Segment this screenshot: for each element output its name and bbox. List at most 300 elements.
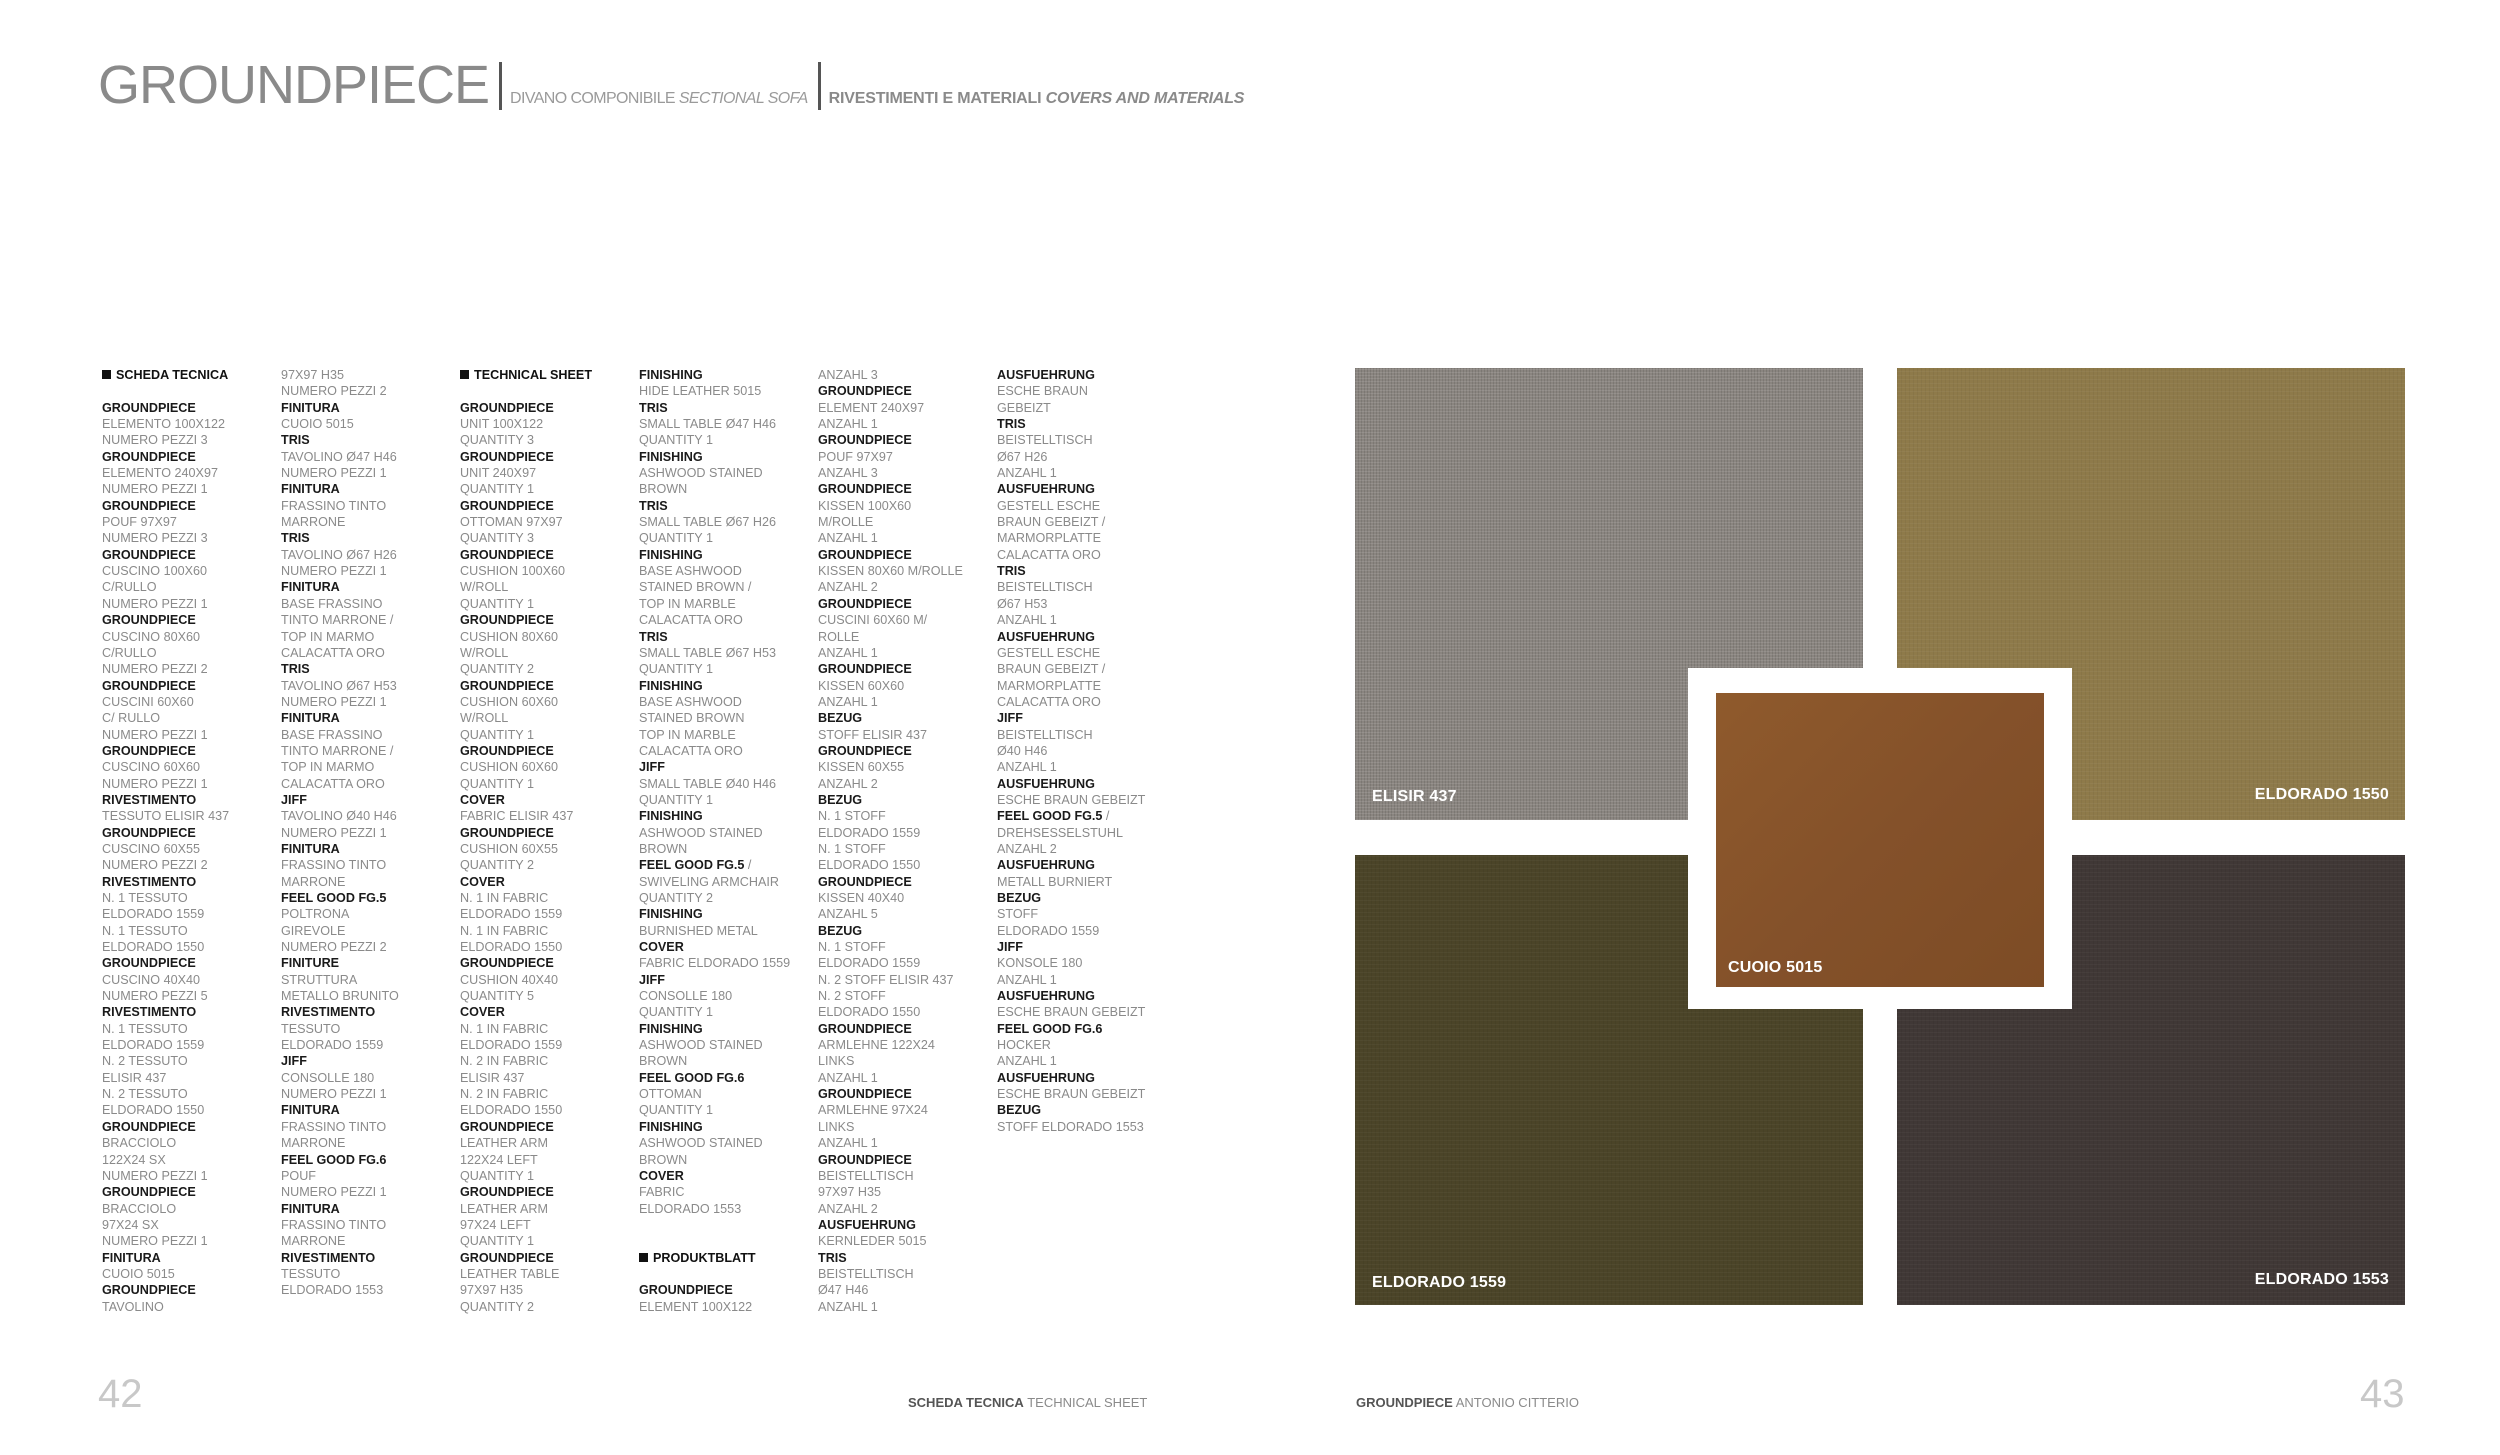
item-detail xyxy=(997,579,1173,595)
item-detail xyxy=(281,906,457,922)
item-detail xyxy=(818,612,994,628)
row-text: QUANTITY 1 xyxy=(639,662,713,677)
row-text: MARRONE xyxy=(281,515,346,530)
item-detail xyxy=(818,1266,994,1282)
row-text: NUMERO PEZZI 1 xyxy=(102,727,208,742)
row-text: NUMERO PEZZI 2 xyxy=(281,384,387,399)
item-heading xyxy=(102,1004,278,1020)
row-text: ARMLEHNE 122X24 xyxy=(818,1038,935,1053)
item-heading xyxy=(818,1250,994,1266)
item-heading xyxy=(997,890,1173,906)
item-detail xyxy=(639,612,815,628)
row-text: TESSUTO ELISIR 437 xyxy=(102,809,230,824)
item-heading xyxy=(639,972,815,988)
row-text: AUSFUEHRUNG xyxy=(997,1070,1095,1085)
item-detail xyxy=(818,955,994,971)
item-detail xyxy=(460,1282,636,1298)
item-detail xyxy=(639,1184,815,1200)
item-heading xyxy=(639,629,815,645)
footer-right-text: ANTONIO CITTERIO xyxy=(1455,1395,1579,1410)
item-detail xyxy=(639,579,815,595)
row-text: AUSFUEHRUNG xyxy=(997,776,1095,791)
text-column-1 xyxy=(102,367,278,1315)
row-text: GROUNDPIECE xyxy=(818,384,912,399)
item-detail xyxy=(460,481,636,497)
row-suffix: / xyxy=(1102,809,1110,824)
row-text: TRIS xyxy=(997,564,1026,579)
row-text: BASE FRASSINO xyxy=(281,727,383,742)
row-text: ELDORADO 1559 xyxy=(102,907,205,922)
item-detail xyxy=(818,890,994,906)
item-detail xyxy=(102,563,278,579)
row-text: FEEL GOOD FG.6 xyxy=(639,1070,745,1085)
item-detail xyxy=(639,596,815,612)
item-detail xyxy=(639,1233,815,1249)
row-text: QUANTITY 1 xyxy=(460,1168,534,1183)
item-heading xyxy=(102,547,278,563)
row-text: GROUNDPIECE xyxy=(102,743,196,758)
row-text: FINITURA xyxy=(281,841,340,856)
row-text: KONSOLE 180 xyxy=(997,956,1083,971)
section-italian: RIVESTIMENTI E MATERIALI xyxy=(828,90,1042,107)
item-heading xyxy=(281,955,457,971)
item-detail xyxy=(281,1135,457,1151)
row-text: N. 2 TESSUTO xyxy=(102,1087,188,1102)
text-column-6 xyxy=(997,367,1173,1135)
row-text: C/RULLO xyxy=(102,580,157,595)
item-detail xyxy=(997,1004,1173,1020)
item-heading xyxy=(818,547,994,563)
item-detail xyxy=(639,661,815,677)
row-text: BEZUG xyxy=(818,792,863,807)
item-detail xyxy=(460,890,636,906)
item-detail xyxy=(818,1233,994,1249)
row-text: TECHNICAL SHEET xyxy=(474,368,593,382)
row-text: GROUNDPIECE xyxy=(102,613,196,628)
item-heading xyxy=(102,955,278,971)
row-text: N. 1 TESSUTO xyxy=(102,1021,188,1036)
item-detail xyxy=(460,1299,636,1315)
item-heading xyxy=(102,400,278,416)
row-text: FINISHING xyxy=(639,1119,703,1134)
item-heading xyxy=(460,825,636,841)
row-text: TRIS xyxy=(281,433,310,448)
row-text: MARMORPLATTE xyxy=(997,678,1102,693)
row-text: N. 1 STOFF xyxy=(818,841,886,856)
row-text: QUANTITY 2 xyxy=(460,1299,534,1314)
item-detail xyxy=(102,1070,278,1086)
row-text: ELDORADO 1559 xyxy=(997,923,1100,938)
row-text: ANZAHL 3 xyxy=(818,368,878,382)
row-text: ELEMENTO 240X97 xyxy=(102,466,218,481)
item-detail xyxy=(997,661,1173,677)
row-text: FRASSINO TINTO xyxy=(281,858,387,873)
item-detail xyxy=(281,759,457,775)
item-detail xyxy=(281,563,457,579)
row-text: CUSHION 60X60 xyxy=(460,694,558,709)
row-text: CALACATTA ORO xyxy=(281,645,385,660)
row-text: ESCHE BRAUN GEBEIZT xyxy=(997,1087,1146,1102)
item-detail xyxy=(281,514,457,530)
item-detail xyxy=(997,825,1173,841)
item-detail xyxy=(818,939,994,955)
row-text: OTTOMAN 97X97 xyxy=(460,515,563,530)
item-detail xyxy=(818,1282,994,1298)
row-text: NUMERO PEZZI 1 xyxy=(281,694,387,709)
item-detail xyxy=(102,988,278,1004)
row-text: CUOIO 5015 xyxy=(281,417,354,432)
row-text: ELDORADO 1550 xyxy=(102,940,205,955)
row-text: POUF 97X97 xyxy=(818,449,893,464)
row-text: GROUNDPIECE xyxy=(460,400,554,415)
row-text: GROUNDPIECE xyxy=(818,547,912,562)
row-text: AUSFUEHRUNG xyxy=(997,368,1095,382)
row-text: N. 2 TESSUTO xyxy=(102,1054,188,1069)
item-detail xyxy=(818,1119,994,1135)
item-detail xyxy=(281,547,457,563)
item-detail xyxy=(102,514,278,530)
item-detail xyxy=(460,1102,636,1118)
row-text: ANZAHL 1 xyxy=(818,531,878,546)
item-detail xyxy=(102,1135,278,1151)
row-text: GROUNDPIECE xyxy=(460,678,554,693)
row-text: Ø40 H46 xyxy=(997,743,1048,758)
row-text: GROUNDPIECE xyxy=(460,743,554,758)
item-detail xyxy=(102,579,278,595)
item-detail xyxy=(818,1135,994,1151)
row-text: FABRIC xyxy=(639,1185,685,1200)
item-detail xyxy=(818,498,994,514)
row-text: FINITURA xyxy=(281,1201,340,1216)
item-heading xyxy=(281,432,457,448)
row-text: COVER xyxy=(639,1168,684,1183)
row-text: FINITURA xyxy=(281,1103,340,1118)
item-detail xyxy=(460,1152,636,1168)
row-text: KISSEN 40X40 xyxy=(818,891,905,905)
item-detail xyxy=(818,514,994,530)
row-text: TOP IN MARBLE xyxy=(639,596,736,611)
item-detail xyxy=(460,694,636,710)
item-detail xyxy=(102,629,278,645)
section-heading xyxy=(460,367,636,383)
row-text: ESCHE BRAUN GEBEIZT xyxy=(997,1005,1146,1020)
row-text: BASE FRASSINO xyxy=(281,596,383,611)
row-text: GROUNDPIECE xyxy=(102,825,196,840)
row-text: TAVOLINO Ø40 H46 xyxy=(281,809,397,824)
item-detail xyxy=(102,661,278,677)
item-detail xyxy=(102,1152,278,1168)
item-heading xyxy=(818,874,994,890)
row-text: HOCKER xyxy=(997,1038,1051,1053)
row-text: MARMORPLATTE xyxy=(997,531,1102,546)
item-detail xyxy=(281,1168,457,1184)
item-detail xyxy=(102,596,278,612)
row-text: GROUNDPIECE xyxy=(460,956,554,971)
item-detail xyxy=(460,1037,636,1053)
row-text: CONSOLLE 180 xyxy=(281,1070,375,1085)
item-detail xyxy=(102,1021,278,1037)
item-detail xyxy=(818,1053,994,1069)
item-detail xyxy=(639,743,815,759)
row-text: ANZAHL 5 xyxy=(818,907,878,922)
row-text: ELISIR 437 xyxy=(460,1070,525,1085)
item-detail xyxy=(102,939,278,955)
item-detail xyxy=(460,1070,636,1086)
item-heading xyxy=(102,874,278,890)
row-text: GROUNDPIECE xyxy=(460,1119,554,1134)
row-text: COVER xyxy=(460,792,505,807)
row-text: N. 2 IN FABRIC xyxy=(460,1054,549,1069)
item-detail xyxy=(997,547,1173,563)
row-text: FINISHING xyxy=(639,368,703,382)
item-heading xyxy=(997,1021,1173,1037)
item-detail xyxy=(281,808,457,824)
item-detail xyxy=(639,1201,815,1217)
row-text: Ø67 H26 xyxy=(997,449,1048,464)
row-text: ELDORADO 1550 xyxy=(460,940,563,955)
item-detail xyxy=(639,432,815,448)
item-detail xyxy=(102,841,278,857)
swatch-label: ELISIR 437 xyxy=(1372,788,1457,805)
item-detail xyxy=(281,1070,457,1086)
row-text: TAVOLINO Ø67 H53 xyxy=(281,678,397,693)
row-text: GROUNDPIECE xyxy=(102,449,196,464)
item-heading xyxy=(639,857,815,873)
row-text: C/RULLO xyxy=(102,645,157,660)
item-detail xyxy=(281,874,457,890)
item-detail xyxy=(102,890,278,906)
row-text: 97X97 H35 xyxy=(460,1283,524,1298)
item-heading xyxy=(818,710,994,726)
row-text: QUANTITY 3 xyxy=(460,433,534,448)
item-detail xyxy=(639,1086,815,1102)
item-detail xyxy=(102,530,278,546)
item-detail xyxy=(818,367,994,383)
item-detail xyxy=(460,923,636,939)
item-detail xyxy=(102,776,278,792)
item-heading xyxy=(281,1250,457,1266)
item-detail xyxy=(639,514,815,530)
row-text: GROUNDPIECE xyxy=(460,1185,554,1200)
row-text: LINKS xyxy=(818,1119,855,1134)
item-detail xyxy=(997,759,1173,775)
row-text: FEEL GOOD FG.6 xyxy=(281,1152,387,1167)
row-text: TRIS xyxy=(281,531,310,546)
swatch-label: ELDORADO 1559 xyxy=(1372,1274,1507,1291)
item-heading xyxy=(460,1250,636,1266)
row-text: QUANTITY 3 xyxy=(460,531,534,546)
item-detail xyxy=(639,890,815,906)
row-text: GROUNDPIECE xyxy=(460,547,554,562)
row-text: ELDORADO 1550 xyxy=(460,1103,563,1118)
item-heading xyxy=(460,1184,636,1200)
item-detail xyxy=(639,727,815,743)
row-text: N. 1 STOFF xyxy=(818,809,886,824)
item-heading xyxy=(997,988,1173,1004)
item-detail xyxy=(102,857,278,873)
row-text: ANZAHL 1 xyxy=(818,694,878,709)
row-text: FEEL GOOD FG.5 xyxy=(639,858,745,873)
item-detail xyxy=(818,629,994,645)
item-detail xyxy=(639,416,815,432)
section-divider xyxy=(818,62,821,110)
row-text: FINISHING xyxy=(639,809,703,824)
row-text: GROUNDPIECE xyxy=(102,678,196,693)
row-text: SWIVELING ARMCHAIR xyxy=(639,874,779,889)
row-text: GROUNDPIECE xyxy=(460,825,554,840)
row-text: BASE ASHWOOD xyxy=(639,694,742,709)
item-heading xyxy=(639,1021,815,1037)
row-text: GROUNDPIECE xyxy=(460,498,554,513)
item-detail xyxy=(639,1004,815,1020)
row-text: ELDORADO 1559 xyxy=(102,1038,205,1053)
item-detail xyxy=(460,972,636,988)
item-detail xyxy=(818,400,994,416)
row-text: NUMERO PEZZI 2 xyxy=(102,858,208,873)
row-text: CUSCINO 40X40 xyxy=(102,972,200,987)
item-detail xyxy=(997,678,1173,694)
row-text: STAINED BROWN / xyxy=(639,580,752,595)
item-detail xyxy=(281,988,457,1004)
row-text: COVER xyxy=(639,940,684,955)
row-text: UNIT 100X122 xyxy=(460,417,544,432)
item-detail xyxy=(818,1070,994,1086)
row-text: CUOIO 5015 xyxy=(102,1266,175,1281)
item-detail xyxy=(460,776,636,792)
row-text: GROUNDPIECE xyxy=(460,1250,554,1265)
swatch-label: ELDORADO 1553 xyxy=(2254,1271,2389,1288)
item-detail xyxy=(818,759,994,775)
row-text: UNIT 240X97 xyxy=(460,466,537,481)
item-heading xyxy=(639,808,815,824)
item-heading xyxy=(102,612,278,628)
item-detail xyxy=(997,694,1173,710)
item-detail xyxy=(639,1102,815,1118)
item-heading xyxy=(818,792,994,808)
item-detail xyxy=(818,825,994,841)
item-heading xyxy=(460,792,636,808)
row-text: AUSFUEHRUNG xyxy=(997,858,1095,873)
item-detail xyxy=(281,596,457,612)
row-text: GROUNDPIECE xyxy=(639,1283,733,1298)
item-heading xyxy=(818,661,994,677)
row-text: FEEL GOOD FG.5 xyxy=(281,891,387,905)
row-text: ELEMENT 100X122 xyxy=(639,1299,753,1314)
row-text: BRAUN GEBEIZT / xyxy=(997,662,1106,677)
item-heading xyxy=(639,759,815,775)
row-text: 122X24 SX xyxy=(102,1152,166,1167)
row-text: GROUNDPIECE xyxy=(818,743,912,758)
row-text: MARRONE xyxy=(281,1136,346,1151)
row-text: GROUNDPIECE xyxy=(818,482,912,497)
row-text: BEISTELLTISCH xyxy=(997,580,1093,595)
item-heading xyxy=(818,743,994,759)
row-text: N. 2 IN FABRIC xyxy=(460,1087,549,1102)
item-detail xyxy=(997,1119,1173,1135)
row-text: N. 1 TESSUTO xyxy=(102,923,188,938)
item-heading xyxy=(639,1282,815,1298)
item-detail xyxy=(281,465,457,481)
row-text: METALL BURNIERT xyxy=(997,874,1113,889)
item-detail xyxy=(997,596,1173,612)
row-text: BEZUG xyxy=(818,711,863,726)
row-text: RIVESTIMENTO xyxy=(102,874,197,889)
item-detail xyxy=(639,825,815,841)
item-detail xyxy=(102,694,278,710)
item-heading xyxy=(818,1021,994,1037)
item-heading xyxy=(281,1102,457,1118)
item-detail xyxy=(997,612,1173,628)
row-text: BEISTELLTISCH xyxy=(997,433,1093,448)
item-heading xyxy=(997,481,1173,497)
item-detail xyxy=(102,1037,278,1053)
row-text: W/ROLL xyxy=(460,711,509,726)
item-heading xyxy=(639,547,815,563)
item-detail xyxy=(639,1217,815,1233)
row-text: ANZAHL 2 xyxy=(997,841,1057,856)
item-detail xyxy=(997,792,1173,808)
item-detail xyxy=(639,776,815,792)
item-detail xyxy=(281,1184,457,1200)
row-text: QUANTITY 1 xyxy=(639,531,713,546)
row-text: BEISTELLTISCH xyxy=(818,1266,914,1281)
item-heading xyxy=(281,1053,457,1069)
row-text: ASHWOOD STAINED xyxy=(639,1038,763,1053)
row-text: STAINED BROWN xyxy=(639,711,745,726)
item-detail xyxy=(281,939,457,955)
item-detail xyxy=(818,678,994,694)
item-heading xyxy=(102,1282,278,1298)
row-text: QUANTITY 1 xyxy=(460,776,534,791)
item-detail xyxy=(997,874,1173,890)
item-detail xyxy=(639,563,815,579)
row-text: LEATHER TABLE xyxy=(460,1266,560,1281)
row-text: CONSOLLE 180 xyxy=(639,989,733,1004)
row-text: GESTELL ESCHE xyxy=(997,498,1101,513)
row-text: NUMERO PEZZI 5 xyxy=(102,989,208,1004)
item-detail xyxy=(460,857,636,873)
item-detail xyxy=(818,465,994,481)
item-heading xyxy=(281,792,457,808)
row-text: ANZAHL 3 xyxy=(818,466,878,481)
item-detail xyxy=(102,645,278,661)
row-text: QUANTITY 1 xyxy=(460,727,534,742)
item-heading xyxy=(997,776,1173,792)
row-text: 97X24 LEFT xyxy=(460,1217,531,1232)
item-detail xyxy=(460,596,636,612)
row-text: GROUNDPIECE xyxy=(460,613,554,628)
row-text: Ø47 H46 xyxy=(818,1283,869,1298)
title-divider xyxy=(499,62,502,110)
row-text: AUSFUEHRUNG xyxy=(997,482,1095,497)
row-text: CUSCINI 60X60 M/ xyxy=(818,613,928,628)
item-heading xyxy=(102,825,278,841)
row-text: ELDORADO 1559 xyxy=(460,1038,563,1053)
row-text: ELDORADO 1559 xyxy=(818,956,921,971)
item-heading xyxy=(997,1102,1173,1118)
row-text: GIREVOLE xyxy=(281,923,346,938)
row-text: BROWN xyxy=(639,1152,688,1167)
item-heading xyxy=(639,906,815,922)
item-detail xyxy=(102,1266,278,1282)
row-text: QUANTITY 1 xyxy=(460,596,534,611)
row-text: LEATHER ARM xyxy=(460,1201,548,1216)
item-detail xyxy=(102,416,278,432)
row-text: NUMERO PEZZI 1 xyxy=(281,1087,387,1102)
item-detail xyxy=(102,710,278,726)
row-text: ANZAHL 2 xyxy=(818,580,878,595)
item-detail xyxy=(639,645,815,661)
